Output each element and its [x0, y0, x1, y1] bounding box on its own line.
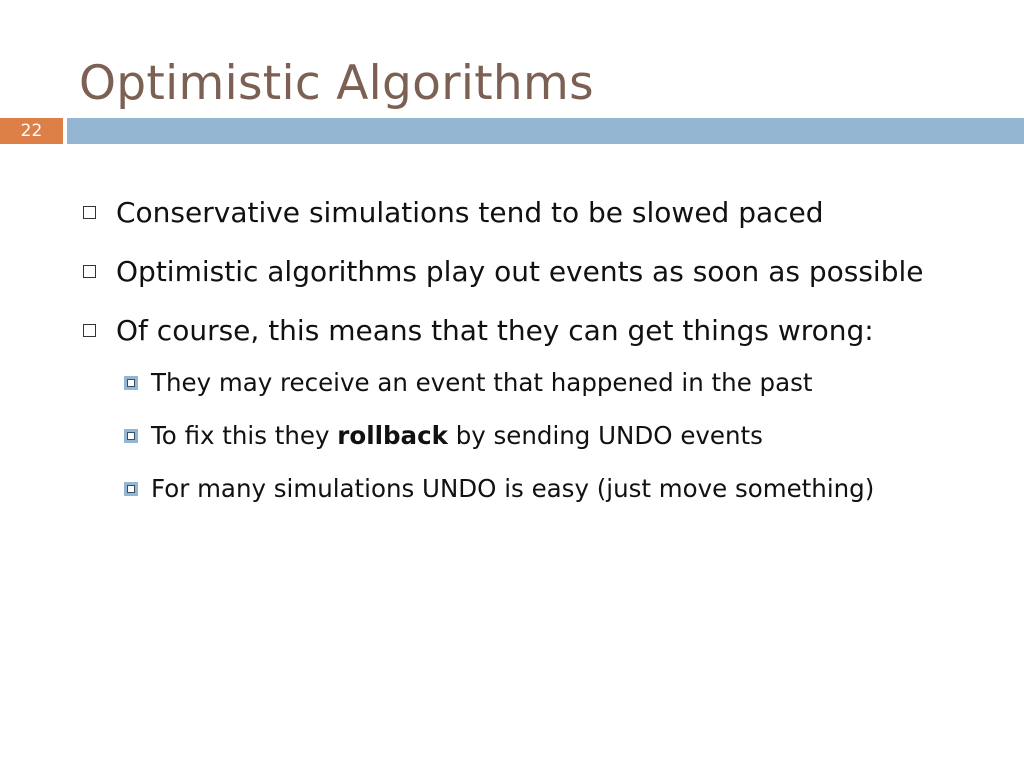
sub-bullet-item: [116, 467, 959, 511]
bullet-list: [79, 188, 959, 520]
slide-number-badge: 22: [0, 118, 63, 144]
bullet-text: Optimistic algorithms play out events as soon as possible: [116, 255, 924, 288]
filled-square-bullet-icon: [124, 429, 138, 443]
header-bar: [67, 118, 1024, 144]
sub-bullet-list: [116, 361, 959, 511]
bullet-text: Of course, this means that they can get things wrong:: [116, 314, 874, 347]
bullet-item: [79, 247, 959, 297]
square-bullet-icon: [83, 206, 96, 219]
bullet-item: [79, 188, 959, 238]
sub-bullet-item: [116, 414, 959, 458]
bullet-text: Conservative simulations tend to be slowed paced: [116, 196, 824, 229]
bullet-item: [79, 306, 959, 511]
sub-bullet-text-before: To fix this they: [151, 421, 338, 450]
sub-bullet-text-after: by sending UNDO events: [447, 421, 763, 450]
square-bullet-icon: [83, 265, 96, 278]
sub-bullet-item: [116, 361, 959, 405]
sub-bullet-text: They may receive an event that happened in the past: [151, 368, 813, 397]
filled-square-bullet-icon: [124, 376, 138, 390]
sub-bullet-bold-term: rollback: [337, 421, 448, 450]
sub-bullet-text: For many simulations UNDO is easy (just move something): [151, 474, 875, 503]
filled-square-bullet-icon: [124, 482, 138, 496]
square-bullet-icon: [83, 324, 96, 337]
slide-title: Optimistic Algorithms: [79, 56, 594, 111]
